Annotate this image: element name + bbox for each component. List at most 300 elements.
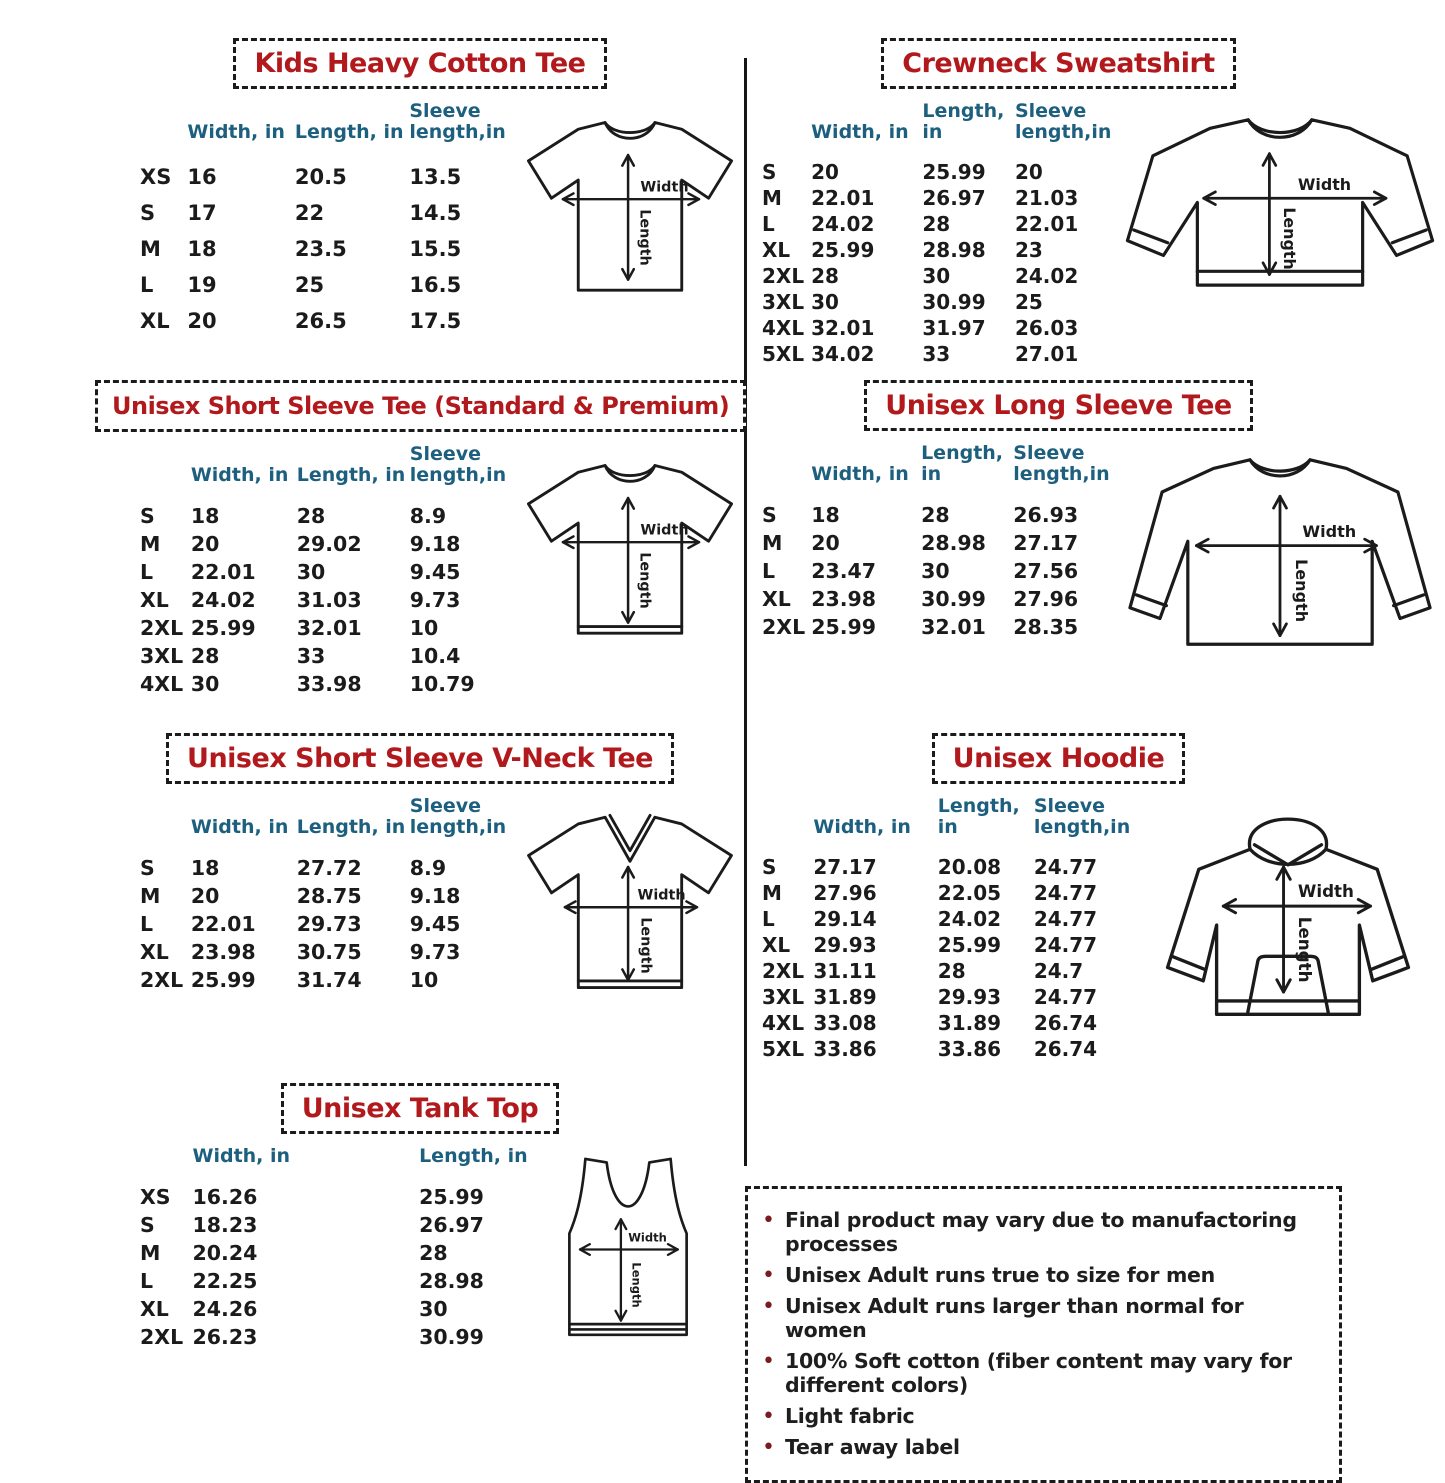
measurement-value: 8.9 <box>409 503 447 528</box>
length-arrow-label: Length <box>1292 559 1312 623</box>
measurement-value: 25 <box>294 272 325 297</box>
size-row <box>140 1239 539 1267</box>
size-label: S <box>140 503 155 528</box>
measurement-value: 24.26 <box>192 1296 258 1321</box>
title-row <box>95 1083 745 1134</box>
measurement-value: 26.5 <box>294 308 347 333</box>
size-label: M <box>140 1240 161 1265</box>
measurement-value: 25.99 <box>190 615 256 640</box>
measurement-value: 24.77 <box>1033 984 1098 1009</box>
col-size <box>140 1146 193 1183</box>
size-row <box>140 1211 539 1239</box>
header-row <box>762 101 1121 159</box>
measurement-value: 17.5 <box>409 308 462 333</box>
measurement-value: 27.01 <box>1014 341 1079 366</box>
col-length: Length, in <box>296 463 406 486</box>
measurement-value: 9.45 <box>409 911 461 936</box>
size-label: M <box>140 531 161 556</box>
panel-kids-heavy-cotton-tee <box>95 38 745 339</box>
measurement-value: 22.25 <box>192 1268 258 1293</box>
measurement-value: 19 <box>187 272 217 297</box>
measurement-value: 28 <box>921 502 950 527</box>
measurement-value: 16.5 <box>409 272 462 297</box>
size-row <box>140 159 515 195</box>
measurement-value: 28 <box>937 958 966 983</box>
measurement-value: 27.96 <box>1013 586 1079 611</box>
tshirt-illustration <box>515 448 745 645</box>
length-arrow-label: Length <box>636 552 653 609</box>
measurement-value: 10.79 <box>409 671 475 696</box>
size-row <box>140 1295 539 1323</box>
kids-tee-size-table <box>140 101 515 339</box>
measurement-value: 27.56 <box>1013 558 1079 583</box>
measurement-value: 33 <box>922 341 951 366</box>
size-label: XL <box>762 586 791 611</box>
size-label: S <box>140 200 156 225</box>
measurement-value: 26.74 <box>1033 1036 1098 1061</box>
measurement-value: 30 <box>922 263 951 288</box>
header-row <box>762 443 1119 501</box>
measurement-value: 23.5 <box>294 236 347 261</box>
measurement-value: 31.74 <box>296 967 362 992</box>
panel-unisex-long-sleeve-tee <box>762 380 1445 656</box>
size-row <box>762 932 1143 958</box>
note-text: Unisex Adult runs larger than normal for women <box>784 1294 1244 1342</box>
bullet-icon: • <box>762 1263 775 1288</box>
size-row <box>762 263 1121 289</box>
measurement-value: 9.18 <box>409 883 461 908</box>
size-label: 2XL <box>762 263 805 288</box>
size-row <box>762 315 1121 341</box>
note-text: Light fabric <box>784 1404 915 1428</box>
size-row <box>140 1323 539 1351</box>
panel-title: Unisex Hoodie <box>932 733 1186 784</box>
measurement-value: 25 <box>1014 289 1043 314</box>
measurement-value: 33 <box>296 643 326 668</box>
measurement-value: 33.98 <box>296 671 362 696</box>
measurement-value: 24.7 <box>1033 958 1084 983</box>
measurement-value: 26.93 <box>1013 502 1079 527</box>
title-row <box>762 38 1445 89</box>
measurement-value: 33.86 <box>813 1036 877 1061</box>
measurement-value: 24.02 <box>190 587 256 612</box>
size-label: M <box>762 530 783 555</box>
title-row <box>762 380 1445 431</box>
notes-box <box>745 1186 1342 1483</box>
size-row <box>762 613 1119 641</box>
size-label: L <box>140 559 154 584</box>
size-label: XL <box>140 1296 169 1321</box>
crewneck-size-table <box>762 101 1121 367</box>
col-size <box>762 796 813 854</box>
size-label: 4XL <box>140 671 184 696</box>
size-label: M <box>140 883 161 908</box>
measurement-value: 16.26 <box>192 1184 258 1209</box>
size-label: L <box>140 1268 154 1293</box>
panel-title: Crewneck Sweatshirt <box>881 38 1235 89</box>
col-length: Length, in <box>419 1145 528 1167</box>
size-row <box>140 1267 539 1295</box>
measurement-value: 27.72 <box>296 855 362 880</box>
length-arrow-label: Length <box>1295 916 1316 983</box>
measurement-value: 20.24 <box>192 1240 258 1265</box>
size-row <box>762 906 1143 932</box>
measurement-value: 22.01 <box>811 185 875 210</box>
header-row <box>140 796 515 854</box>
col-length: Length, in <box>296 815 406 838</box>
header-row <box>140 444 515 502</box>
width-arrow-label: Width <box>1297 881 1354 902</box>
size-label: 2XL <box>140 1324 184 1349</box>
measurement-value: 28.98 <box>921 530 986 555</box>
size-row <box>762 880 1143 906</box>
measurement-value: 20 <box>190 883 220 908</box>
width-arrow-label: Width <box>1302 522 1357 542</box>
size-row <box>140 642 515 670</box>
col-length: Length, in <box>921 442 1004 485</box>
measurement-value: 8.9 <box>409 855 447 880</box>
size-row <box>762 585 1119 613</box>
garment-outline <box>528 466 731 634</box>
col-size <box>140 796 191 854</box>
title-row <box>762 733 1445 784</box>
col-sleeve: Sleeve length,in <box>409 443 507 486</box>
measurement-value: 25.99 <box>419 1184 484 1209</box>
col-size <box>762 101 811 159</box>
measurement-value: 28 <box>419 1240 448 1265</box>
measurement-value: 30.99 <box>921 586 986 611</box>
size-label: 3XL <box>762 289 805 314</box>
measurement-value: 18 <box>187 236 217 261</box>
measurement-value: 25.99 <box>811 614 877 639</box>
col-length: Length, in <box>937 795 1020 838</box>
long-sleeve-tee-illustration <box>1119 447 1441 656</box>
measurement-value: 25.99 <box>922 159 986 184</box>
size-row <box>762 289 1121 315</box>
size-row <box>140 303 515 339</box>
measurement-value: 20.08 <box>937 854 1002 879</box>
size-row <box>762 958 1143 984</box>
measurement-value: 26.74 <box>1033 1010 1098 1035</box>
size-label: 2XL <box>140 967 184 992</box>
measurement-value: 25.99 <box>811 237 875 262</box>
measurement-value: 28 <box>190 643 220 668</box>
col-length: Length, in <box>922 100 1005 143</box>
measurement-value: 10.4 <box>409 643 461 668</box>
garment-outline <box>529 815 732 987</box>
note-item <box>762 1349 1323 1397</box>
bullet-icon: • <box>762 1435 775 1460</box>
header-row <box>140 101 515 159</box>
measurement-value: 26.23 <box>192 1324 258 1349</box>
hoodie-illustration <box>1143 800 1433 1029</box>
measurement-value: 9.73 <box>409 939 461 964</box>
panel-title: Unisex Short Sleeve V-Neck Tee <box>166 733 674 784</box>
size-row <box>140 558 515 586</box>
panel-crewneck-sweatshirt <box>762 38 1445 367</box>
size-label: M <box>140 236 161 261</box>
measurement-value: 34.02 <box>811 341 875 366</box>
measurement-value: 32.01 <box>296 615 362 640</box>
col-sleeve: Sleeve length,in <box>409 795 507 838</box>
measurement-value: 22.01 <box>1014 211 1079 236</box>
tank-top-size-table <box>140 1146 539 1351</box>
size-label: 2XL <box>762 614 806 639</box>
measurement-value: 24.02 <box>1014 263 1079 288</box>
width-arrow-label: Width <box>637 887 686 904</box>
size-row <box>762 211 1121 237</box>
title-row <box>95 733 745 784</box>
note-item <box>762 1263 1323 1287</box>
measurement-value: 15.5 <box>409 236 462 261</box>
size-row <box>140 854 515 882</box>
size-label: 5XL <box>762 1036 805 1061</box>
measurement-value: 28.98 <box>922 237 986 262</box>
col-width: Width, in <box>187 120 285 143</box>
size-label: 4XL <box>762 315 805 340</box>
size-label: 5XL <box>762 341 805 366</box>
col-sleeve: Sleeve length,in <box>1033 795 1131 838</box>
hoodie-size-table <box>762 796 1143 1062</box>
size-label: S <box>762 854 777 879</box>
measurement-value: 23.98 <box>190 939 256 964</box>
length-arrow-label: Length <box>637 917 654 974</box>
measurement-value: 28.35 <box>1013 614 1079 639</box>
bullet-icon: • <box>762 1294 775 1319</box>
measurement-value: 29.73 <box>296 911 362 936</box>
measurement-value: 18 <box>190 855 220 880</box>
measurement-value: 31.03 <box>296 587 362 612</box>
note-item <box>762 1435 1323 1459</box>
size-row <box>140 231 515 267</box>
measurement-value: 23 <box>1014 237 1043 262</box>
measurement-value: 30 <box>190 671 220 696</box>
measurement-value: 30.99 <box>922 289 986 314</box>
size-row <box>140 195 515 231</box>
size-row <box>762 501 1119 529</box>
note-text: Final product may vary due to manufactoring processes <box>784 1208 1297 1256</box>
panel-title: Kids Heavy Cotton Tee <box>233 38 606 89</box>
measurement-value: 14.5 <box>409 200 462 225</box>
bullet-icon: • <box>762 1349 775 1374</box>
measurement-value: 18 <box>190 503 220 528</box>
size-row <box>140 614 515 642</box>
measurement-value: 10 <box>409 967 439 992</box>
measurement-value: 26.97 <box>419 1212 484 1237</box>
note-text: Unisex Adult runs true to size for men <box>784 1263 1215 1287</box>
note-item <box>762 1208 1323 1256</box>
size-row <box>762 159 1121 185</box>
measurement-value: 29.93 <box>937 984 1002 1009</box>
short-sleeve-size-table <box>140 444 515 698</box>
measurement-value: 30 <box>296 559 326 584</box>
measurement-value: 31.89 <box>813 984 877 1009</box>
size-row <box>140 938 515 966</box>
measurement-value: 25.99 <box>190 967 256 992</box>
measurement-value: 30 <box>921 558 950 583</box>
measurement-value: 29.14 <box>813 906 877 931</box>
measurement-value: 22.01 <box>190 559 256 584</box>
notes-list <box>762 1208 1323 1459</box>
size-row <box>762 1036 1143 1062</box>
length-arrow-label: Length <box>636 209 653 266</box>
measurement-value: 25.99 <box>937 932 1002 957</box>
panel-unisex-vneck-tee <box>95 733 745 1001</box>
size-label: L <box>140 272 154 297</box>
measurement-value: 9.45 <box>409 559 461 584</box>
measurement-value: 20.5 <box>294 164 347 189</box>
col-size <box>762 443 811 501</box>
measurement-value: 18.23 <box>192 1212 258 1237</box>
size-label: XL <box>762 237 791 262</box>
measurement-value: 28 <box>922 211 951 236</box>
col-sleeve: Sleeve length,in <box>1013 442 1110 485</box>
size-label: XL <box>140 939 169 964</box>
vneck-tee-illustration <box>515 800 745 1001</box>
measurement-value: 30.75 <box>296 939 362 964</box>
measurement-value: 24.77 <box>1033 932 1098 957</box>
measurement-value: 22 <box>294 200 325 225</box>
size-label: XL <box>762 932 791 957</box>
measurement-value: 18 <box>811 502 840 527</box>
col-width: Width, in <box>190 815 289 838</box>
measurement-value: 24.77 <box>1033 906 1098 931</box>
note-text: Tear away label <box>784 1435 960 1459</box>
size-label: 2XL <box>140 615 184 640</box>
note-item <box>762 1294 1323 1342</box>
measurement-value: 27.17 <box>1013 530 1079 555</box>
col-width: Width, in <box>813 815 911 838</box>
measurement-value: 33.86 <box>937 1036 1002 1061</box>
measurement-value: 30.99 <box>419 1324 484 1349</box>
size-label: 3XL <box>762 984 805 1009</box>
size-label: L <box>762 906 775 931</box>
size-label: L <box>762 558 776 583</box>
panel-title: Unisex Long Sleeve Tee <box>864 380 1252 431</box>
size-row <box>762 529 1119 557</box>
panel-title: Unisex Short Sleeve Tee (Standard & Premium) <box>95 380 746 432</box>
measurement-value: 31.97 <box>922 315 986 340</box>
panel-unisex-short-sleeve-tee <box>95 380 745 698</box>
measurement-value: 20 <box>811 530 840 555</box>
size-label: 2XL <box>762 958 805 983</box>
measurement-value: 28 <box>811 263 839 288</box>
size-label: L <box>762 211 775 236</box>
header-row <box>762 796 1143 854</box>
measurement-value: 30 <box>811 289 839 314</box>
measurement-value: 26.97 <box>922 185 986 210</box>
measurement-value: 20 <box>1014 159 1043 184</box>
size-row <box>762 854 1143 880</box>
measurement-value: 32.01 <box>811 315 875 340</box>
size-label: M <box>762 880 782 905</box>
measurement-value: 23.47 <box>811 558 877 583</box>
measurement-value: 20 <box>811 159 839 184</box>
measurement-value: 24.02 <box>811 211 875 236</box>
size-label: M <box>762 185 782 210</box>
panel-title: Unisex Tank Top <box>281 1083 560 1134</box>
title-row <box>95 380 745 432</box>
size-label: 4XL <box>762 1010 805 1035</box>
size-row <box>140 267 515 303</box>
measurement-value: 22.05 <box>937 880 1002 905</box>
measurement-value: 33.08 <box>813 1010 877 1035</box>
col-width: Width, in <box>811 120 909 143</box>
bullet-icon: • <box>762 1208 775 1233</box>
measurement-value: 22.01 <box>190 911 256 936</box>
col-length: Length, in <box>294 120 404 143</box>
col-width: Width, in <box>811 462 909 485</box>
size-row <box>762 1010 1143 1036</box>
measurement-value: 9.18 <box>409 531 461 556</box>
size-row <box>140 586 515 614</box>
size-row <box>762 557 1119 585</box>
col-sleeve: Sleeve length,in <box>1014 100 1112 143</box>
panel-unisex-tank-top <box>95 1083 745 1351</box>
tshirt-illustration <box>515 105 745 302</box>
size-row <box>762 984 1143 1010</box>
width-arrow-label: Width <box>628 1230 667 1245</box>
size-label: XL <box>140 308 170 333</box>
measurement-value: 28.98 <box>419 1268 484 1293</box>
col-width: Width, in <box>190 463 289 486</box>
size-label: 3XL <box>140 643 184 668</box>
measurement-value: 27.96 <box>813 880 877 905</box>
size-row <box>762 185 1121 211</box>
size-row <box>140 530 515 558</box>
measurement-value: 31.11 <box>813 958 877 983</box>
width-arrow-label: Width <box>640 179 689 196</box>
col-size <box>140 101 187 159</box>
crewneck-sweatshirt-illustration <box>1121 105 1439 301</box>
width-arrow-label: Width <box>640 522 689 539</box>
measurement-value: 10 <box>409 615 439 640</box>
note-text: 100% Soft cotton (fiber content may vary for different colors) <box>784 1349 1292 1397</box>
measurement-value: 28.75 <box>296 883 362 908</box>
measurement-value: 21.03 <box>1014 185 1079 210</box>
size-label: L <box>140 911 154 936</box>
size-label: XL <box>140 587 169 612</box>
size-row <box>762 341 1121 367</box>
size-row <box>140 502 515 530</box>
size-label: XS <box>140 1184 171 1209</box>
measurement-value: 28 <box>296 503 326 528</box>
size-row <box>140 910 515 938</box>
measurement-value: 24.02 <box>937 906 1002 931</box>
size-label: S <box>762 159 777 184</box>
size-row <box>140 670 515 698</box>
size-label: S <box>140 855 155 880</box>
measurement-value: 13.5 <box>409 164 462 189</box>
length-arrow-label: Length <box>1280 207 1300 270</box>
measurement-value: 9.73 <box>409 587 461 612</box>
col-width: Width, in <box>192 1145 291 1167</box>
measurement-value: 24.77 <box>1033 854 1098 879</box>
width-arrow-label: Width <box>1297 174 1352 194</box>
measurement-value: 16 <box>187 164 217 189</box>
measurement-value: 26.03 <box>1014 315 1079 340</box>
vneck-size-table <box>140 796 515 994</box>
measurement-value: 29.93 <box>813 932 877 957</box>
size-row <box>140 966 515 994</box>
measurement-value: 31.89 <box>937 1010 1002 1035</box>
col-size <box>140 444 191 502</box>
size-label: S <box>140 1212 155 1237</box>
length-arrow-label: Length <box>629 1262 644 1308</box>
header-row <box>140 1146 539 1183</box>
size-row <box>140 1183 539 1211</box>
measurement-value: 20 <box>187 308 217 333</box>
